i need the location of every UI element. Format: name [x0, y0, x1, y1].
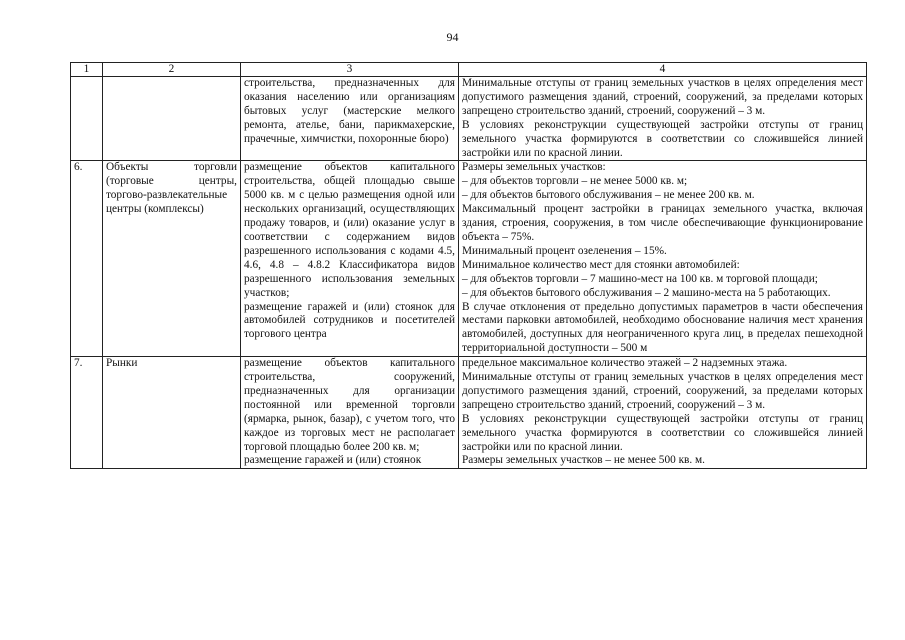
table-row [71, 161, 867, 357]
parameter-text: Минимальные отступы от границ земельных участков в целях определения мест допустимого размещения зданий, строений, сооружений, за пределами которых запрещено строительство зданий, строений, сооружений – 3 м. [462, 371, 863, 411]
page-number: 94 [446, 30, 459, 44]
column-header: 4 [459, 63, 867, 77]
table-header-row [71, 63, 867, 77]
permitted-use-text: размещение объектов капитального строительства, общей площадью свыше 5000 кв. м с целью размещения одной или нескольких организаций, осуществляющих продажу товаров, и (или) оказание услуг в соответствии с содержанием видов разрешенного использования с кодами 4.5, 4.6, 4.8 – 4.8.2 Классификатора видов разрешенного использования земельных участков; [244, 161, 455, 299]
parameters-cell [459, 357, 867, 469]
parameter-list-item: – для объектов торговли – не менее 5000 кв. м; [462, 175, 688, 188]
row-number-cell [71, 77, 103, 161]
object-name-cell: Рынки [103, 357, 241, 469]
table-row [71, 357, 867, 469]
column-header: 3 [241, 63, 459, 77]
parameter-text: Минимальный процент озеленения – 15%. [462, 244, 667, 257]
permitted-use-text: размещение гаражей и (или) стоянок для автомобилей сотрудников и посетителей торгового центра [244, 300, 455, 341]
parameter-text: Максимальный процент застройки в границах земельного участка, включая здания, строения, сооружения, в том числе обеспечивающие функционирование объекта – 75%. [462, 203, 863, 243]
parameter-text: В случае отклонения от предельно допустимых параметров в части обеспечения местами парковки автомобилей, необходимо обоснование наличия мест хранения автомобилей, доступных для неограниченного круга лиц, в пределах пешеходной территориальной доступности – 500 м [462, 300, 863, 355]
permitted-use-text: размещение объектов капитального строительства, сооружений, предназначенных для организации постоянной или временной торговли (ярмарка, рынок, базар), с учетом того, что каждое из торговых мест не располагает торговой площадью более 200 кв. м; [244, 357, 455, 453]
parameter-text: Размеры земельных участков: [462, 161, 606, 174]
row-number-cell: 6. [71, 161, 103, 357]
parameters-cell [459, 161, 867, 357]
object-name-cell: Объекты торговли (торговые центры, торгово-развлекательные центры (комплексы) [103, 161, 241, 357]
parameter-text: Размеры земельных участков – не менее 500 кв. м. [462, 454, 706, 467]
permitted-use-text: строительства, предназначенных для оказания населению или организациям бытовых услуг (мастерские мелкого ремонта, ателье, бани, парикмахерские, прачечные, химчистки, похоронные бюро) [244, 77, 455, 145]
column-header: 1 [71, 63, 103, 77]
parameter-text: предельное максимальное количество этажей – 2 надземных этажа. [462, 357, 788, 370]
parameters-cell [459, 77, 867, 161]
parameter-list-item: – для объектов бытового обслуживания – не менее 200 кв. м. [462, 189, 755, 202]
permitted-use-text: размещение гаражей и (или) стоянок [244, 454, 422, 467]
permitted-use-cell [241, 357, 459, 469]
column-header: 2 [103, 63, 241, 77]
permitted-use-cell [241, 77, 459, 161]
object-name-cell [103, 77, 241, 161]
parameter-list-item: – для объектов торговли – 7 машино-мест на 100 кв. м торговой площади; [462, 272, 818, 285]
parameter-text: В условиях реконструкции существующей застройки отступы от границ земельного участка формируются в соответствии со сложившейся линией застройки или по красной линии. [462, 118, 863, 159]
table-row [71, 77, 867, 161]
parameter-text: Минимальное количество мест для стоянки автомобилей: [462, 258, 740, 271]
parameter-text: Минимальные отступы от границ земельных участков в целях определения мест допустимого размещения зданий, строений, сооружений, за пределами которых запрещено строительство зданий, строений, сооружений – 3 м. [462, 77, 863, 117]
row-number-cell: 7. [71, 357, 103, 469]
permitted-use-cell [241, 161, 459, 357]
regulations-table [70, 62, 867, 469]
parameter-text: В условиях реконструкции существующей застройки отступы от границ земельного участка формируются в соответствии со сложившейся линией застройки или по красной линии. [462, 412, 863, 453]
parameter-list-item: – для объектов бытового обслуживания – 2 машино-места на 5 работающих. [462, 286, 831, 299]
